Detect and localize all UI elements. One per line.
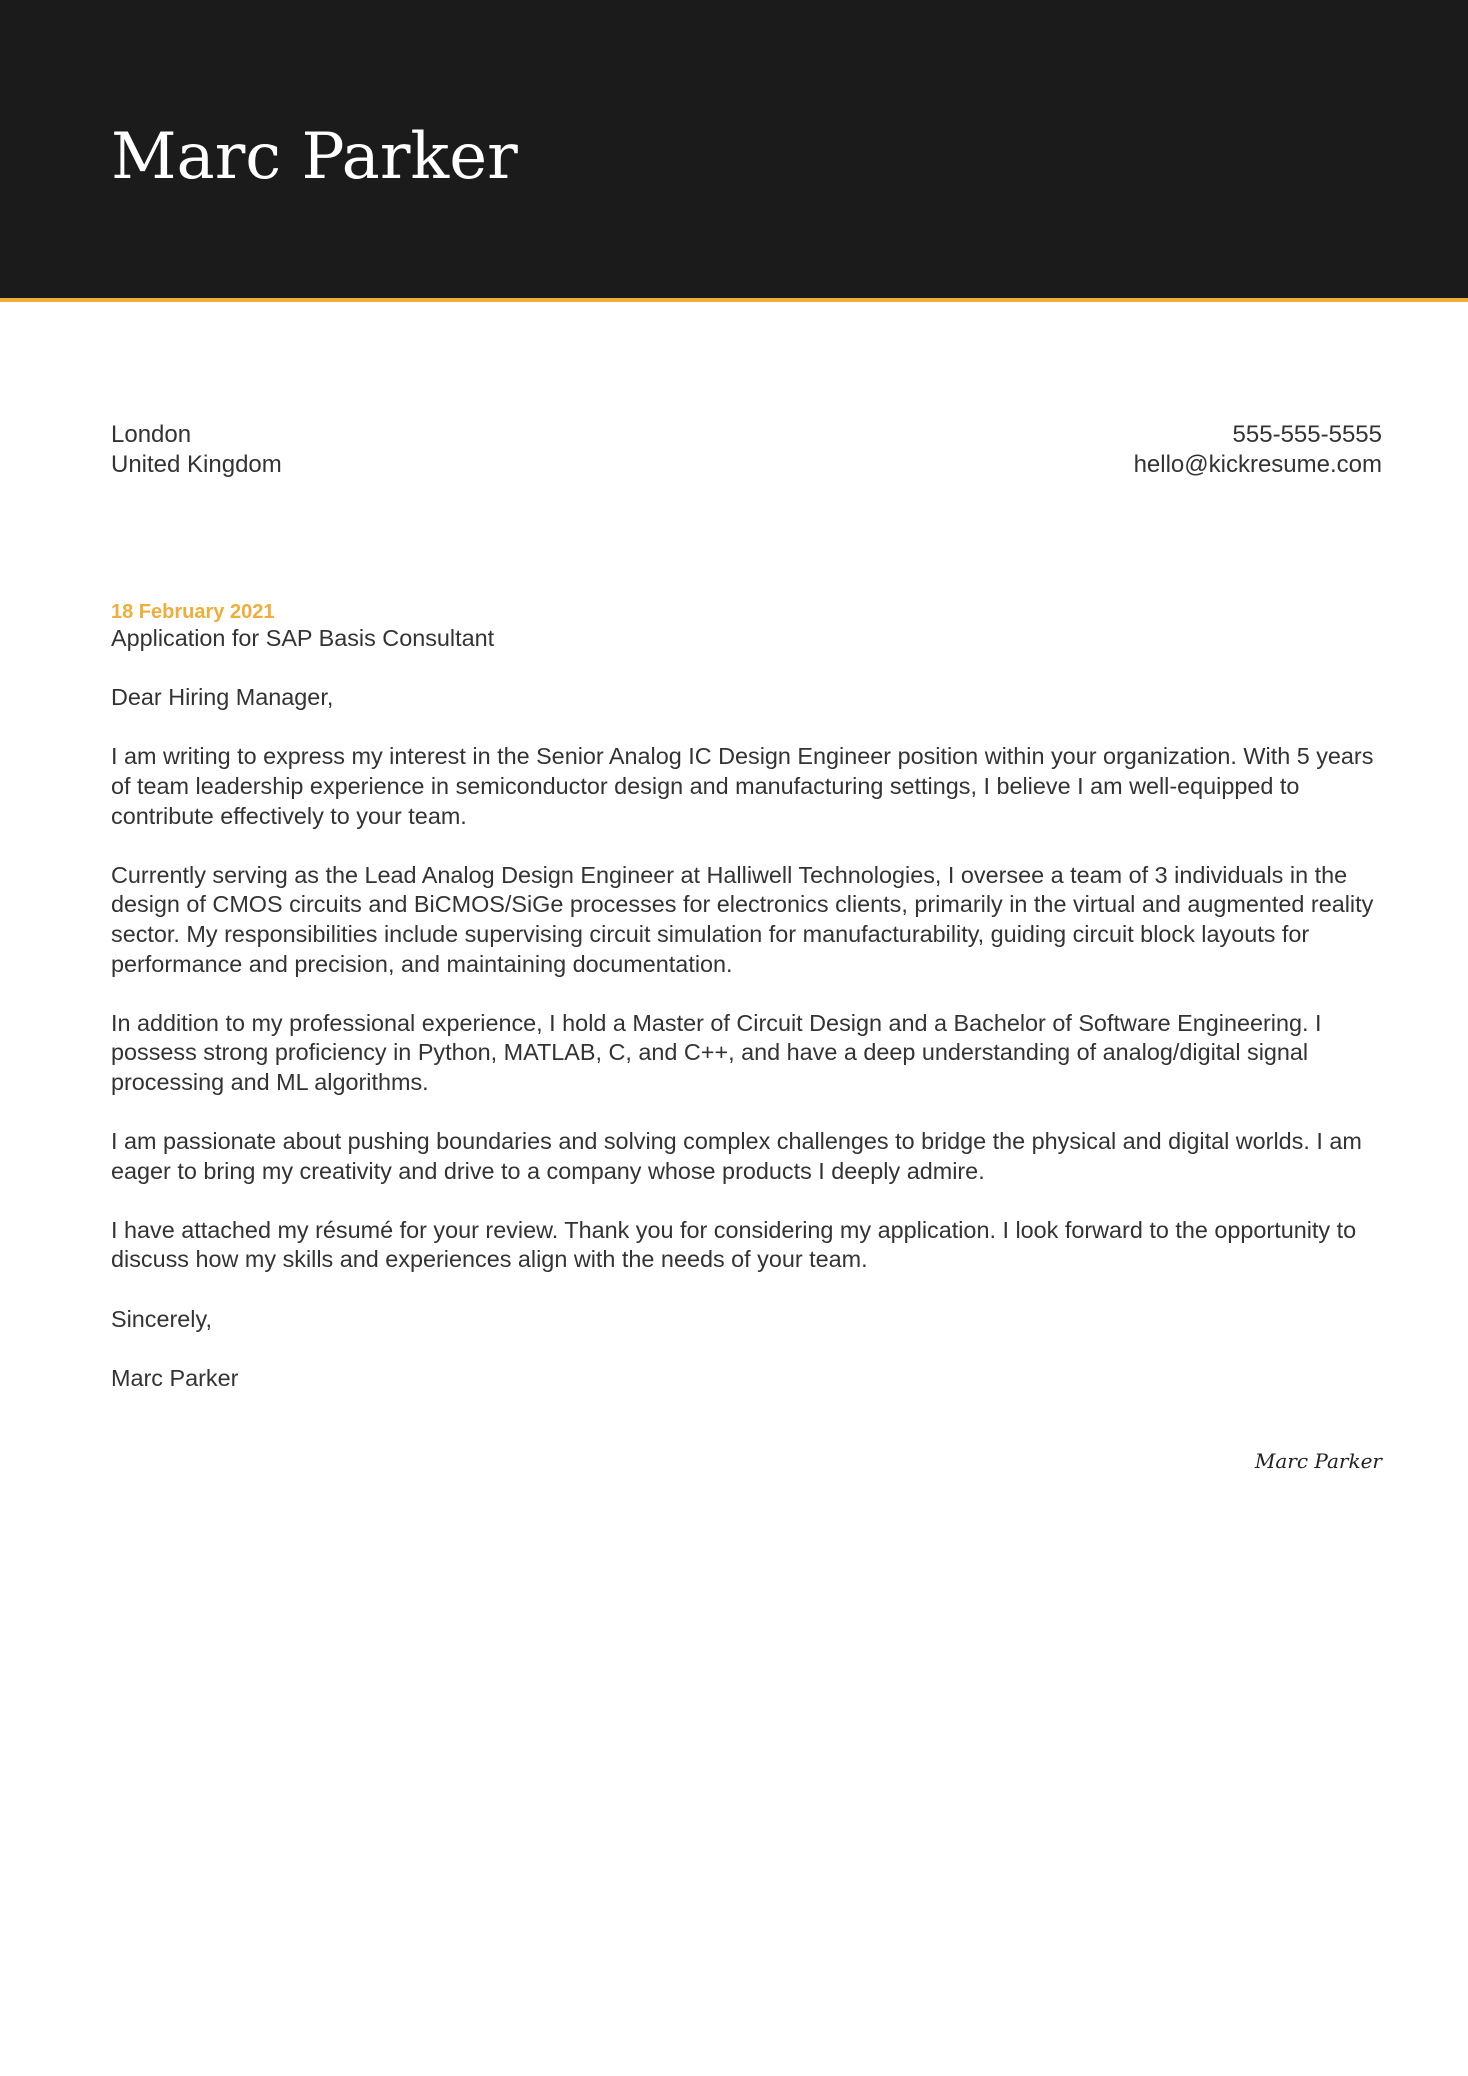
- paragraph-4: I am passionate about pushing boundaries and solving complex challenges to bridge the physical and digital worlds. I am eager to bring my creativity and drive to a company whose products I deeply admire.: [111, 1128, 1362, 1184]
- email-address: hello@kickresume.com: [1133, 451, 1382, 478]
- letter-subject: Application for SAP Basis Consultant: [111, 625, 495, 651]
- paragraph-3: In addition to my professional experience, I hold a Master of Circuit Design and a Bachelor of Software Engineering. I possess strong proficiency in Python, MATLAB, C, and C++, and have a deep understanding of analog/digital signal processing and ML algorithms.: [111, 1009, 1322, 1095]
- address-country: United Kingdom: [111, 451, 282, 478]
- contact-block: [1134, 420, 1382, 480]
- applicant-name: Marc Parker: [111, 120, 518, 194]
- letter-body: [111, 600, 1382, 1393]
- letter-date: 18 February 2021: [111, 601, 275, 623]
- handwritten-signature: Marc Parker: [1254, 1449, 1382, 1473]
- salutation: Dear Hiring Manager,: [111, 684, 334, 711]
- paragraph-1: I am writing to express my interest in the Senior Analog IC Design Engineer position within your organization. With 5 years of team leadership experience in semiconductor design and manufacturing settings, I believe I am well-equipped to contribute effectively to your team.: [111, 743, 1374, 829]
- paragraph-5: I have attached my résumé for your review. Thank you for considering my application. I look forward to the opportunity to discuss how my skills and experiences align with the needs of your team.: [111, 1216, 1357, 1273]
- address-city: London: [111, 421, 192, 448]
- header-banner: [0, 0, 1468, 302]
- phone-number: 555-555-5555: [1232, 421, 1382, 448]
- sender-name: Marc Parker: [111, 1364, 239, 1391]
- closing: Sincerely,: [111, 1305, 212, 1332]
- paragraph-2: Currently serving as the Lead Analog Design Engineer at Halliwell Technologies, I oversee a team of 3 individuals in the design of CMOS circuits and BiCMOS/SiGe processes for electronics clients, primarily in the virtual and augmented reality sector. My responsibilities include supervising circuit simulation for manufacturability, guiding circuit block layouts for performance and precision, and maintaining documentation.: [111, 861, 1374, 977]
- address-block: [111, 420, 282, 480]
